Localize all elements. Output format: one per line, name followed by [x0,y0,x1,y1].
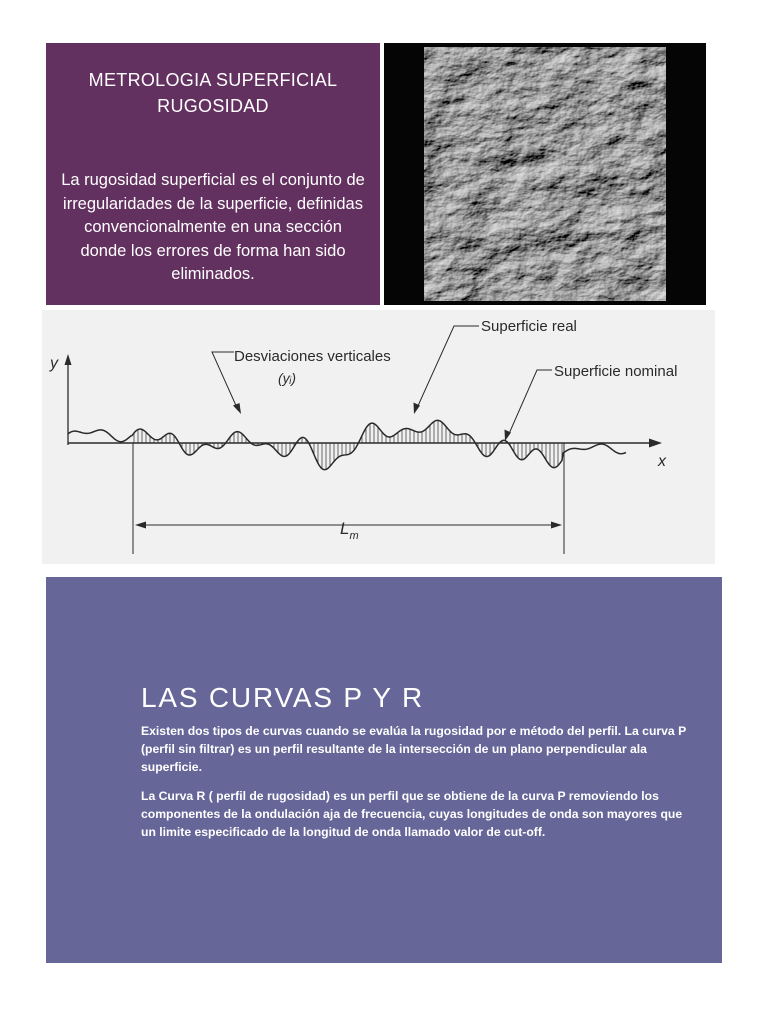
profile-diagram-svg [42,310,715,564]
nominal-surface-leader [508,370,552,436]
length-arrow-right [551,522,562,529]
title-card [46,43,380,305]
deviations-leader-arrow [233,403,241,414]
title-line-1: METROLOGIA SUPERFICIAL [88,70,338,90]
title-description: La rugosidad superficial es el conjunto de irregularidades de la superficie, definidas convencionalmente en una sección donde los errores de forma han sido eliminados. [61,171,365,283]
x-axis-label: x [658,453,666,470]
y-axis-label: y [50,355,58,372]
curves-title: LAS CURVAS P Y R [141,682,425,713]
curves-panel [46,577,722,963]
length-label-main: L [340,519,350,538]
nominal-surface-label: Superficie nominal [554,363,678,380]
real-surface-label: Superficie real [481,318,577,335]
deviations-sub-label: (yᵢ) [278,370,297,386]
length-label-sub: m [349,530,359,542]
surface-texture-photo [384,43,706,305]
real-surface-leader [417,326,479,408]
curves-paragraph-2: La Curva R ( perfil de rugosidad) es un perfil que se obtiene de la curva P removiendo los componentes de la ondulación aja de frecuencia, cuyas longitudes de onda son mayores que un limite especificado de la longitud de onda llamado valor de cut-off. [141,789,683,839]
page-title [60,67,366,119]
length-arrow-left [135,522,146,529]
surface-texture-image [384,43,706,305]
x-axis-arrow [649,439,662,448]
curves-paragraph-1: Existen dos tipos de curvas cuando se evalúa la rugosidad por e método del perfil. La curva P (perfil sin filtrar) es un perfil resultante de la intersección de un plano perpendicular ala superficie. [141,724,686,774]
deviations-label: Desviaciones verticales [234,348,391,365]
title-line-2: RUGOSIDAD [157,96,269,116]
length-label [340,519,359,542]
roughness-profile-diagram [42,310,715,564]
y-axis-arrow [65,354,72,365]
